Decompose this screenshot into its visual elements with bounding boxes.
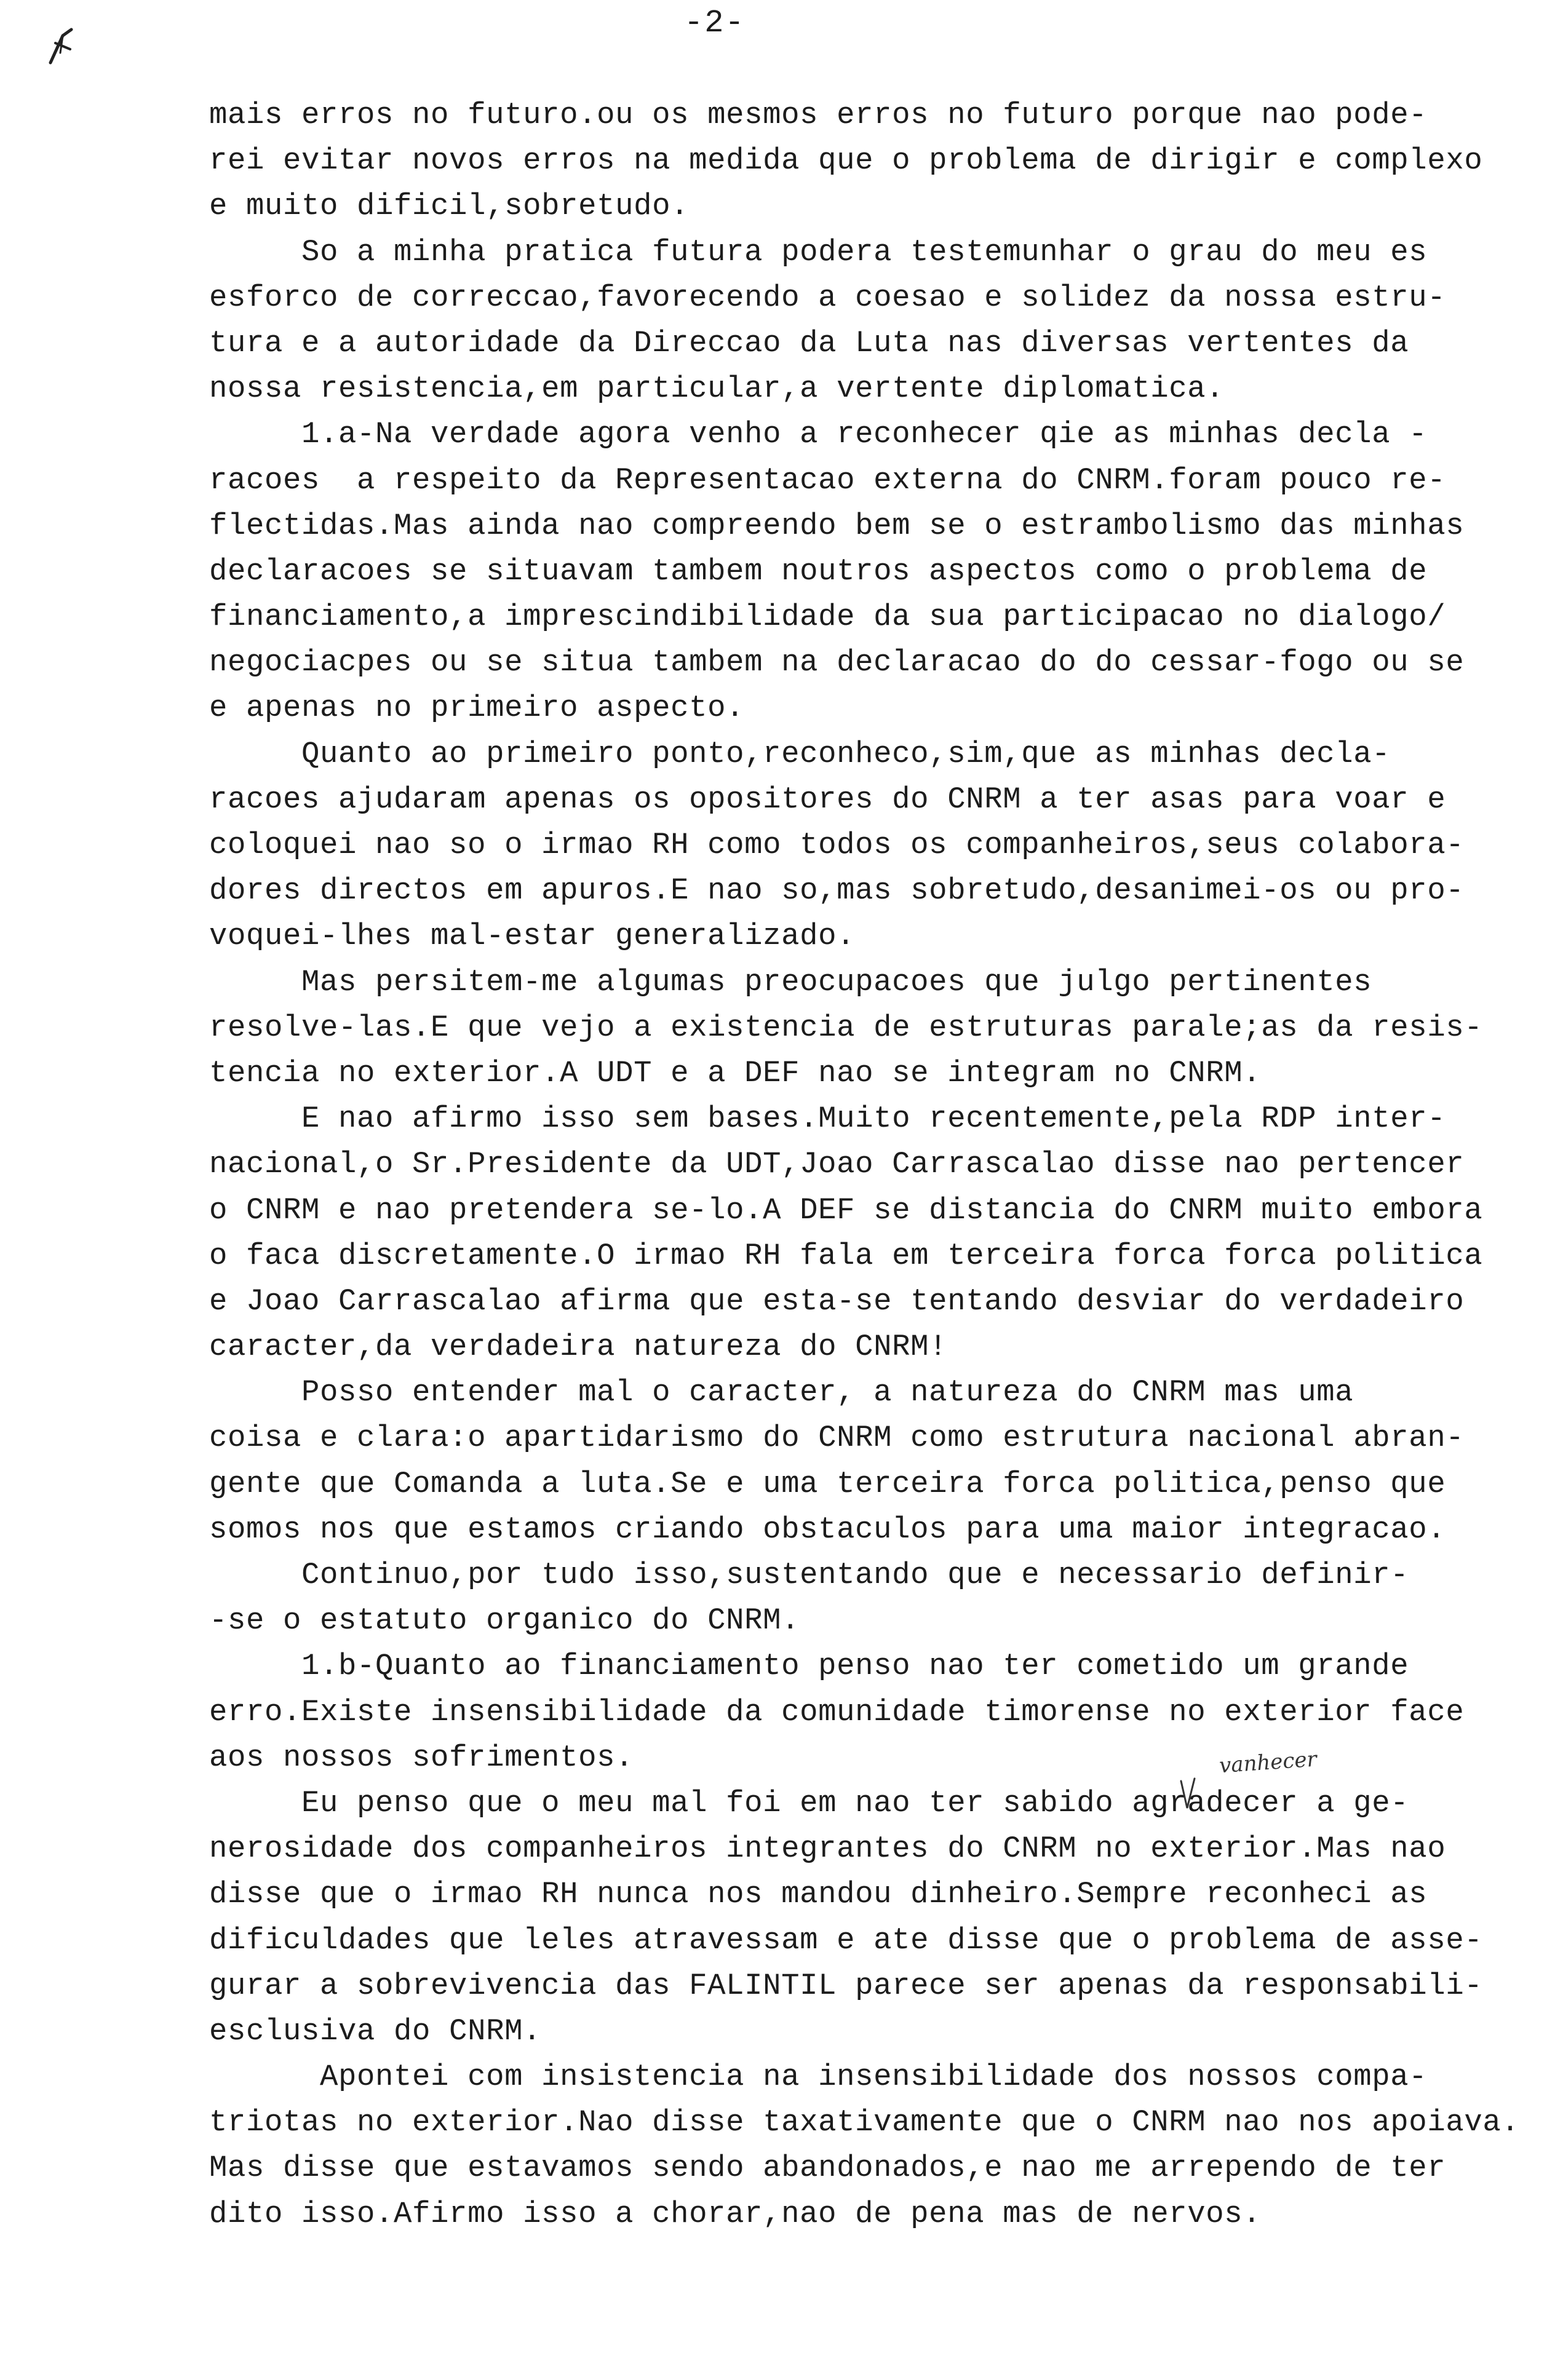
text-line: esforco de correccao,favorecendo a coesao e solidez da nossa estru- bbox=[209, 280, 1446, 315]
text-line: Continuo,por tudo isso,sustentando que e necessario definir- bbox=[209, 1558, 1409, 1592]
text-line: coloquei nao so o irmao RH como todos os companheiros,seus colabora- bbox=[209, 828, 1465, 862]
text-line: caracter,da verdadeira natureza do CNRM! bbox=[209, 1330, 948, 1365]
text-line: dito isso.Afirmo isso a chorar,nao de pena mas de nervos. bbox=[209, 2196, 1262, 2231]
text-line: Posso entender mal o caracter, a natureza do CNRM mas uma bbox=[209, 1375, 1354, 1410]
text-line: coisa e clara:o apartidarismo do CNRM como estrutura nacional abran- bbox=[209, 1421, 1465, 1456]
text-line: mais erros no futuro.ou os mesmos erros no futuro porque nao pode- bbox=[209, 98, 1428, 132]
text-line: flectidas.Mas ainda nao compreendo bem se o estrambolismo das minhas bbox=[209, 508, 1465, 543]
text-line: o CNRM e nao pretendera se-lo.A DEF se distancia do CNRM muito embora bbox=[209, 1192, 1483, 1228]
text-line: dificuldades que leles atravessam e ate disse que o problema de asse- bbox=[209, 1922, 1483, 1958]
text-line: dores directos em apuros.E nao so,mas sobretudo,desanimei-os ou pro- bbox=[209, 873, 1465, 908]
handwritten-annotation: vanhecer bbox=[1218, 1747, 1318, 1779]
text-line: tura e a autoridade da Direccao da Luta nas diversas vertentes da bbox=[209, 325, 1409, 360]
margin-mark-icon bbox=[44, 25, 81, 68]
text-line: nerosidade dos companheiros integrantes do CNRM no exterior.Mas nao bbox=[209, 1831, 1446, 1866]
text-line: gurar a sobrevivencia das FALINTIL parece ser apenas da responsabili- bbox=[209, 1968, 1483, 2003]
text-line: e Joao Carrascalao afirma que esta-se tentando desviar do verdadeiro bbox=[209, 1283, 1465, 1319]
text-line: declaracoes se situavam tambem noutros aspectos como o problema de bbox=[209, 553, 1428, 589]
text-line: esclusiva do CNRM. bbox=[209, 2013, 542, 2049]
text-line: triotas no exterior.Nao disse taxativamente que o CNRM nao nos apoiava. bbox=[209, 2105, 1520, 2140]
text-line: Eu penso que o meu mal foi em nao ter sabido agradecer a ge- bbox=[209, 1785, 1409, 1820]
text-line: racoes a respeito da Representacao externa do CNRM.foram pouco re- bbox=[209, 462, 1446, 498]
text-line: negociacpes ou se situa tambem na declaracao do do cessar-fogo ou se bbox=[209, 645, 1465, 680]
text-line: nossa resistencia,em particular,a vertente diplomatica. bbox=[209, 371, 1225, 407]
text-line: resolve-las.E que vejo a existencia de estruturas parale;as da resis- bbox=[209, 1010, 1483, 1045]
insertion-caret-icon bbox=[1179, 1776, 1197, 1813]
text-line: Mas disse que estavamos sendo abandonados,e nao me arrependo de ter bbox=[209, 2151, 1446, 2186]
text-line: erro.Existe insensibilidade da comunidade timorense no exterior face bbox=[209, 1694, 1465, 1729]
text-line: So a minha pratica futura podera testemunhar o grau do meu es bbox=[209, 234, 1428, 269]
text-line: e muito dificil,sobretudo. bbox=[209, 189, 690, 224]
text-line: voquei-lhes mal-estar generalizado. bbox=[209, 919, 856, 954]
text-line: somos nos que estamos criando obstaculos para uma maior integracao. bbox=[209, 1512, 1446, 1547]
page-number: -2- bbox=[684, 5, 746, 41]
text-line: Mas persitem-me algumas preocupacoes que julgo pertinentes bbox=[209, 964, 1372, 999]
text-line: gente que Comanda a luta.Se e uma terceira forca politica,penso que bbox=[209, 1466, 1446, 1501]
text-line: -se o estatuto organico do CNRM. bbox=[209, 1603, 800, 1638]
text-line: tencia no exterior.A UDT e a DEF nao se integram no CNRM. bbox=[209, 1055, 1262, 1090]
text-line: aos nossos sofrimentos. bbox=[209, 1740, 634, 1775]
text-line: disse que o irmao RH nunca nos mandou dinheiro.Sempre reconheci as bbox=[209, 1877, 1428, 1912]
text-line: financiamento,a imprescindibilidade da sua participacao no dialogo/ bbox=[209, 600, 1446, 635]
text-line: racoes ajudaram apenas os opositores do CNRM a ter asas para voar e bbox=[209, 782, 1446, 817]
text-line: nacional,o Sr.Presidente da UDT,Joao Carrascalao disse nao pertencer bbox=[209, 1147, 1465, 1182]
text-line: e apenas no primeiro aspecto. bbox=[209, 691, 745, 726]
text-line: Quanto ao primeiro ponto,reconheco,sim,que as minhas decla- bbox=[209, 736, 1391, 771]
text-line: 1.b-Quanto ao financiamento penso nao ter cometido um grande bbox=[209, 1649, 1409, 1684]
text-line: rei evitar novos erros na medida que o problema de dirigir e complexo bbox=[209, 143, 1483, 178]
letter-body bbox=[209, 92, 1520, 2237]
text-line: o faca discretamente.O irmao RH fala em terceira forca forca politica bbox=[209, 1238, 1483, 1273]
text-line: Apontei com insistencia na insensibilidade dos nossos compa- bbox=[209, 2060, 1428, 2095]
text-line: E nao afirmo isso sem bases.Muito recentemente,pela RDP inter- bbox=[209, 1101, 1446, 1136]
text-line: 1.a-Na verdade agora venho a reconhecer qie as minhas decla - bbox=[209, 417, 1428, 452]
